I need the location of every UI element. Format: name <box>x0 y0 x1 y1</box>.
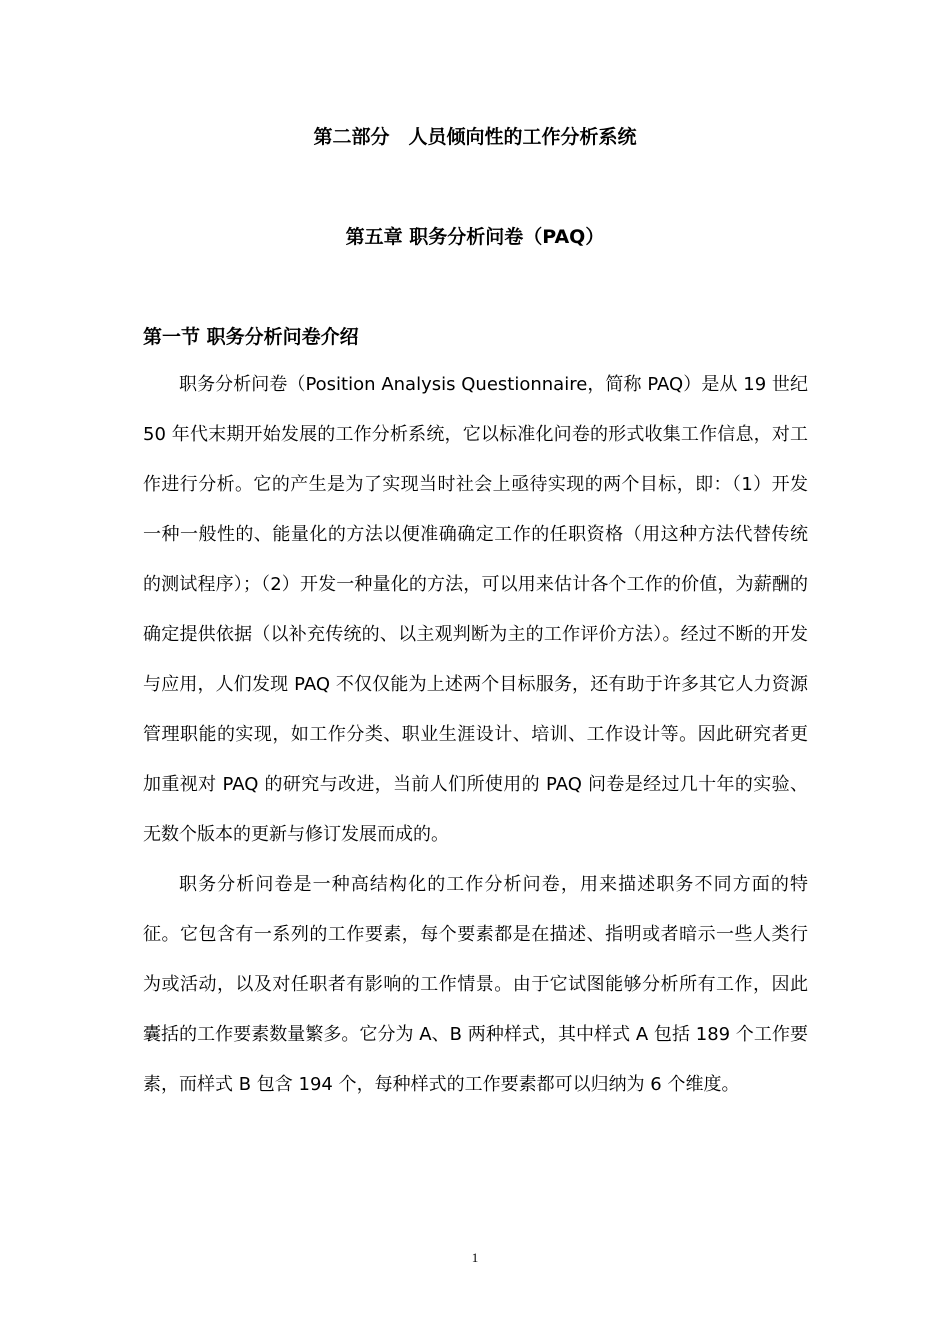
section-title: 第一节 职务分析问卷介绍 <box>143 326 359 348</box>
paragraph-paq-structure: 职务分析问卷是一种高结构化的工作分析问卷，用来描述职务不同方面的特征。它包含有一系列的工作要素，每个要素都是在描述、指明或者暗示一些人类行为或活动，以及对任职者有影响的工作情景。由于它试图能够分析所有工作，因此囊括的工作要素数量繁多。它分为 A、B 两种样式，其中样式 A 包括 189 个工作要素，而样式 B 包含 194 个，每种样式的工作要素都可以归纳为 6 个维度。 <box>143 874 808 1095</box>
body-text <box>143 360 808 1110</box>
paragraph-paq-intro: 职务分析问卷（Position Analysis Questionnaire，简称 PAQ）是从 19 世纪 50 年代末期开始发展的工作分析系统，它以标准化问卷的形式收集工作信息，对工作进行分析。它的产生是为了实现当时社会上亟待实现的两个目标，即：（1）开发一种一般性的、能量化的方法以便准确确定工作的任职资格（用这种方法代替传统的测试程序）；（2）开发一种量化的方法，可以用来估计各个工作的价值，为薪酬的确定提供依据（以补充传统的、以主观判断为主的工作评价方法）。经过不断的开发与应用，人们发现 PAQ 不仅仅能为上述两个目标服务，还有助于许多其它人力资源管理职能的实现，如工作分类、职业生涯设计、培训、工作设计等。因此研究者更加重视对 PAQ 的研究与改进，当前人们所使用的 PAQ 问卷是经过几十年的实验、无数个版本的更新与修订发展而成的。 <box>143 374 808 845</box>
part-title: 第二部分 人员倾向性的工作分析系统 <box>313 126 637 148</box>
chapter-title: 第五章 职务分析问卷（PAQ） <box>345 226 605 248</box>
page-number: 1 <box>471 1250 479 1265</box>
